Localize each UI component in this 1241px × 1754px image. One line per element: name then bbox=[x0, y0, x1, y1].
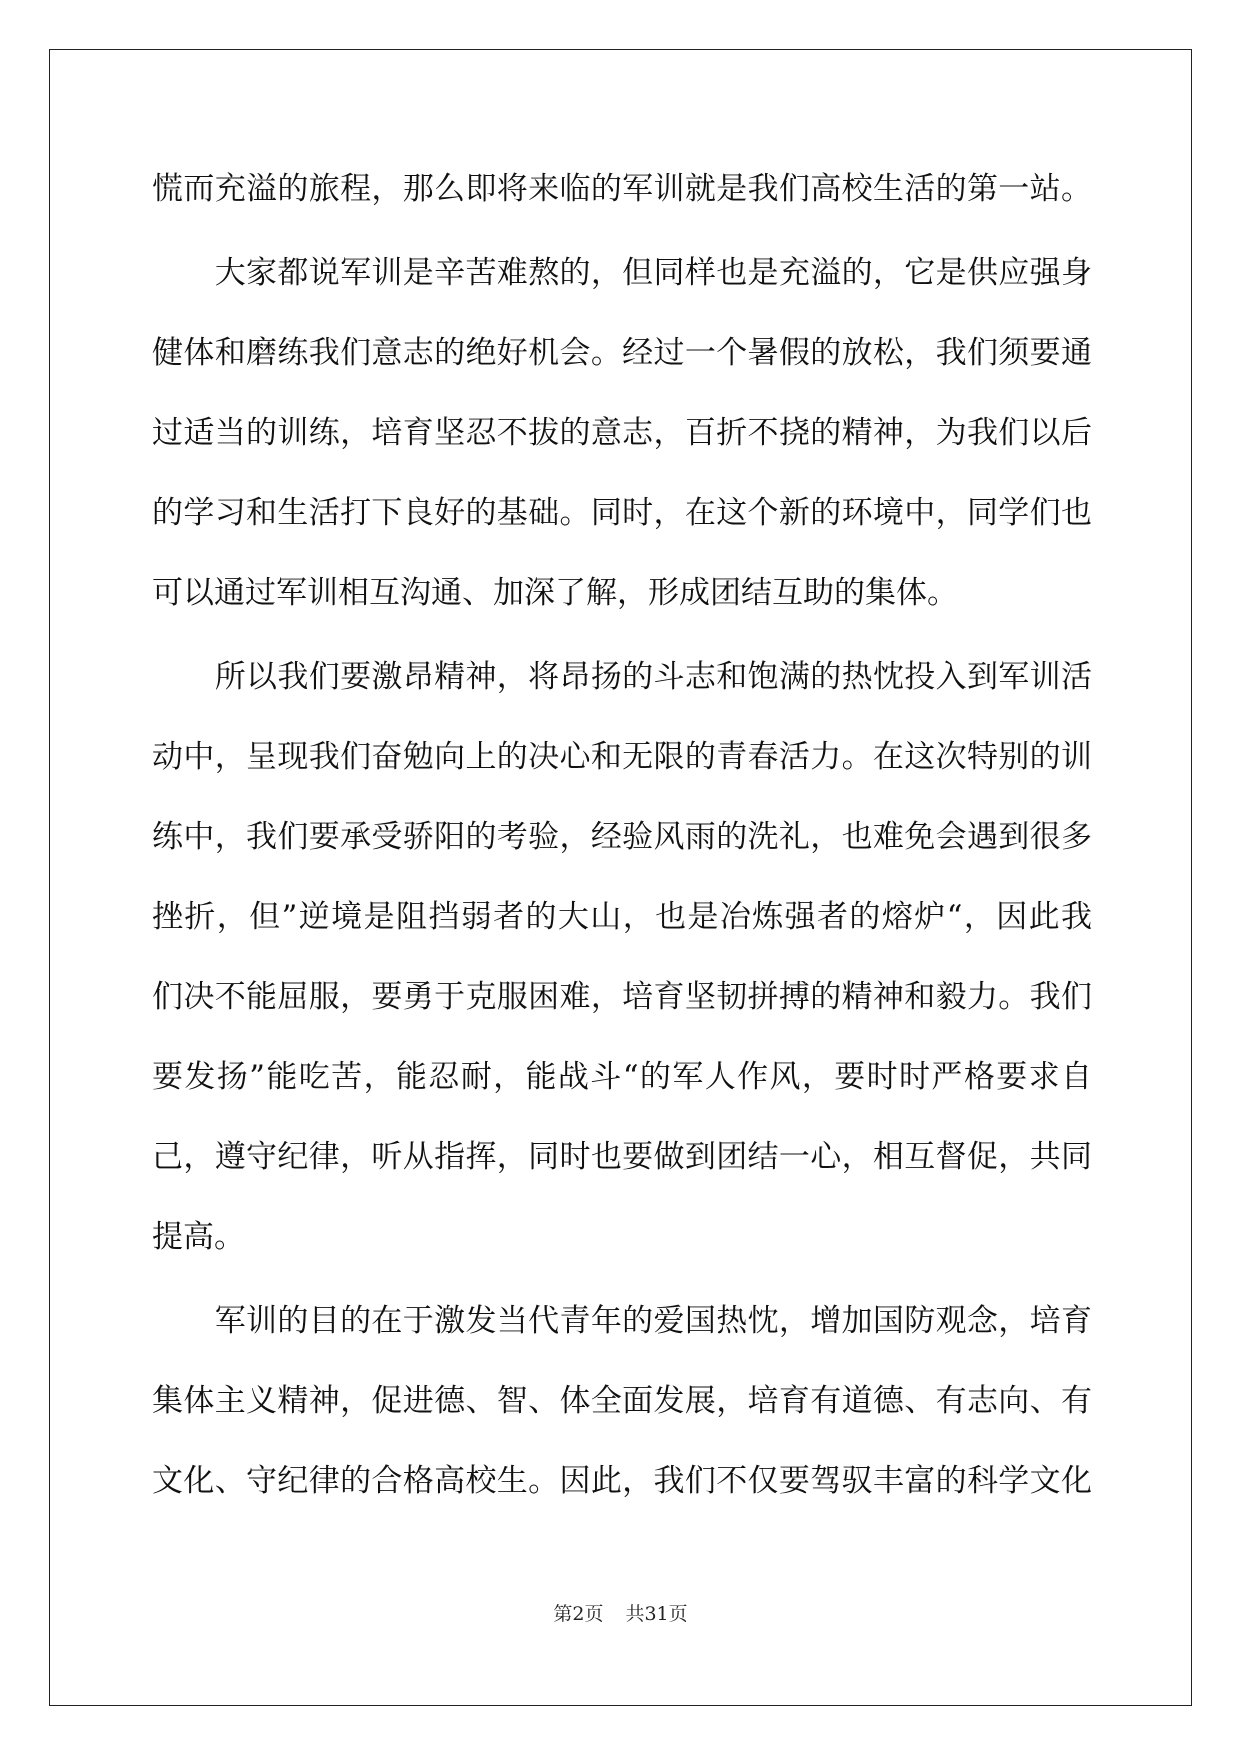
text-line-8: 动中，呈现我们奋勉向上的决心和无限的青春活力。在这次特别的训 bbox=[152, 739, 1092, 775]
text-line-13: 己，遵守纪律，听从指挥，同时也要做到团结一心，相互督促，共同 bbox=[152, 1139, 1092, 1175]
text-line-6: 可以通过军训相互沟通、加深了解，形成团结互助的集体。 bbox=[152, 575, 958, 611]
total-prefix: 共 bbox=[625, 1603, 645, 1625]
text-line-12: 要发扬”能吃苦，能忍耐，能战斗“的军人作风，要时时严格要求自 bbox=[152, 1059, 1092, 1095]
text-line-5: 的学习和生活打下良好的基础。同时，在这个新的环境中，同学们也 bbox=[152, 495, 1092, 531]
text-line-9: 练中，我们要承受骄阳的考验，经验风雨的洗礼，也难免会遇到很多 bbox=[152, 819, 1092, 855]
text-line-16: 集体主义精神，促进德、智、体全面发展，培育有道德、有志向、有 bbox=[152, 1383, 1092, 1419]
total-pages: 31 bbox=[644, 1603, 669, 1625]
text-line-7: 所以我们要激昂精神，将昂扬的斗志和饱满的热忱投入到军训活 bbox=[152, 659, 1092, 695]
text-line-10: 挫折，但”逆境是阻挡弱者的大山，也是冶炼强者的熔炉“，因此我 bbox=[152, 899, 1092, 935]
text-line-17: 文化、守纪律的合格高校生。因此，我们不仅要驾驭丰富的科学文化 bbox=[152, 1463, 1092, 1499]
page-number: 2 bbox=[572, 1603, 585, 1625]
page-suffix: 页 bbox=[584, 1603, 604, 1625]
text-line-3: 健体和磨练我们意志的绝好机会。经过一个暑假的放松，我们须要通 bbox=[152, 335, 1092, 371]
page-prefix: 第 bbox=[553, 1603, 573, 1625]
page-footer bbox=[0, 1602, 1241, 1626]
text-line-11: 们决不能屈服，要勇于克服困难，培育坚韧拼搏的精神和毅力。我们 bbox=[152, 979, 1092, 1015]
text-line-1: 慌而充溢的旅程，那么即将来临的军训就是我们高校生活的第一站。 bbox=[152, 171, 1092, 207]
page-border bbox=[49, 49, 1192, 1706]
text-line-14: 提高。 bbox=[152, 1219, 245, 1255]
text-line-2: 大家都说军训是辛苦难熬的，但同样也是充溢的，它是供应强身 bbox=[152, 255, 1092, 291]
text-line-4: 过适当的训练，培育坚忍不拔的意志，百折不挠的精神，为我们以后 bbox=[152, 415, 1092, 451]
total-suffix: 页 bbox=[668, 1603, 688, 1625]
text-line-15: 军训的目的在于激发当代青年的爱国热忱，增加国防观念，培育 bbox=[152, 1303, 1092, 1339]
